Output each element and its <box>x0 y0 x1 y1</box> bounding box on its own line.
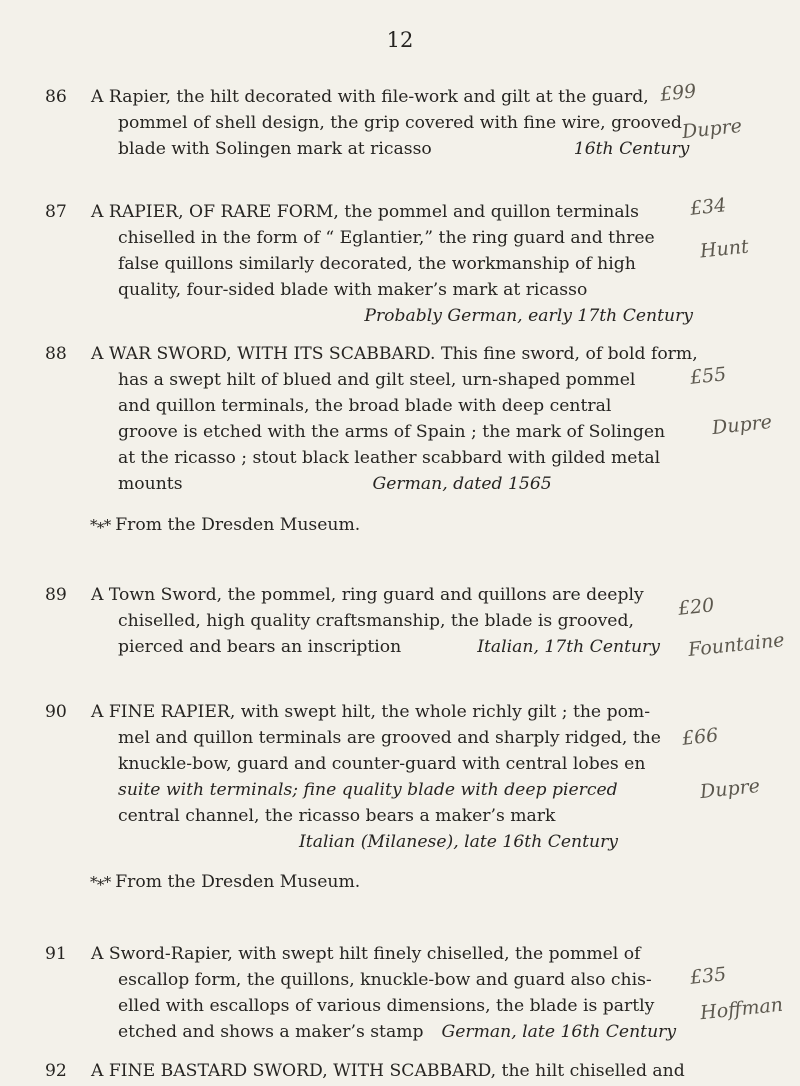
lot-text-line: A Town Sword, the pommel, ring guard and quillons are deeply <box>91 585 644 605</box>
handwritten-price: £34 <box>688 194 728 220</box>
lot-text-line: knuckle-bow, guard and counter-guard with central lobes en <box>118 754 646 774</box>
lot-text-line: and quillon terminals, the broad blade with deep central <box>118 396 612 416</box>
lot-text-line: A RAPIER, OF RARE FORM, the pommel and quillon terminals <box>91 202 639 222</box>
handwritten-price: £55 <box>688 363 728 389</box>
lot-number: 89 <box>45 585 67 605</box>
lot-number: 87 <box>45 202 67 222</box>
lot-text-line: chiselled in the form of “ Eglantier,” the ring guard and three <box>118 228 655 248</box>
lot-attribution: Italian, 17th Century <box>477 637 660 657</box>
lot-text-line: pommel of shell design, the grip covered with fine wire, grooved <box>118 113 682 133</box>
lot-number: 88 <box>45 344 67 364</box>
lot-text-line: at the ricasso ; stout black leather scabbard with gilded metal <box>118 448 661 468</box>
lot-88 <box>45 341 705 497</box>
page-number: 12 <box>386 28 414 52</box>
lot-attribution: 16th Century <box>573 139 690 159</box>
lot-text-line: groove is etched with the arms of Spain ; the mark of Solingen <box>118 422 666 442</box>
lot-text-line: mounts German, dated 1565 <box>118 474 552 494</box>
handwritten-price: £66 <box>680 724 720 750</box>
lot-text-line: A FINE BASTARD SWORD, WITH SCABBARD, the hilt chiselled and <box>91 1061 685 1081</box>
handwritten-buyer: Dupre <box>699 774 761 804</box>
lot-text-line: elled with escallops of various dimensions, the blade is partly <box>118 996 655 1016</box>
lot-number: 90 <box>45 702 67 722</box>
handwritten-price: £99 <box>658 80 698 106</box>
lot-91 <box>45 941 705 1045</box>
lot-text-line: etched and shows a maker’s stamp German, late 16th Century <box>118 1022 677 1042</box>
lot-text-line: central channel, the ricasso bears a maker’s mark <box>118 806 556 826</box>
handwritten-buyer: Dupre <box>711 410 773 440</box>
lot-text-line: A Sword-Rapier, with swept hilt finely chiselled, the pommel of <box>91 944 641 964</box>
lot-text-line: pierced and bears an inscription Italian, 17th Century <box>118 637 660 657</box>
lot-text-line: suite with terminals; fine quality blade with deep pierced <box>118 780 618 800</box>
provenance-note: *∗* From the Dresden Museum. <box>90 515 361 535</box>
lot-text-line: A WAR SWORD, WITH ITS SCABBARD. This fine sword, of bold form, <box>91 344 698 364</box>
provenance-note: *∗* From the Dresden Museum. <box>90 872 361 892</box>
lot-text-line: escallop form, the quillons, knuckle-bow and guard also chis- <box>118 970 652 990</box>
lot-attribution: German, dated 1565 <box>372 474 552 494</box>
lot-number: 92 <box>45 1061 67 1081</box>
lot-90 <box>45 699 705 855</box>
lot-87 <box>45 199 705 329</box>
lot-89 <box>45 582 705 660</box>
lot-attribution: Italian (Milanese), late 16th Century <box>299 832 619 852</box>
lot-text-line: A FINE RAPIER, with swept hilt, the whole richly gilt ; the pom- <box>91 702 651 722</box>
handwritten-price: £20 <box>676 594 716 620</box>
lot-text-line: quality, four-sided blade with maker’s mark at ricasso <box>118 280 588 300</box>
handwritten-price: £35 <box>688 963 728 989</box>
handwritten-buyer: Fountaine <box>687 629 786 661</box>
handwritten-buyer: Hoffman <box>699 993 784 1025</box>
lot-number: 86 <box>45 87 67 107</box>
lot-attribution: Probably German, early 17th Century <box>364 306 693 326</box>
handwritten-buyer: Dupre <box>681 114 743 144</box>
lot-text-line: has a swept hilt of blued and gilt steel, urn-shaped pommel <box>118 370 636 390</box>
lot-number: 91 <box>45 944 67 964</box>
lot-92 <box>45 1058 705 1084</box>
lot-text-line: false quillons similarly decorated, the workmanship of high <box>118 254 636 274</box>
lot-text-line: chiselled, high quality craftsmanship, the blade is grooved, <box>118 611 634 631</box>
lot-text-line: mel and quillon terminals are grooved and sharply ridged, the <box>118 728 661 748</box>
lot-86 <box>45 84 705 162</box>
lot-text-line: A Rapier, the hilt decorated with file-work and gilt at the guard, <box>91 87 649 107</box>
handwritten-buyer: Hunt <box>698 235 750 263</box>
lot-attribution: German, late 16th Century <box>441 1022 677 1042</box>
lot-text-line: blade with Solingen mark at ricasso 16th Century <box>118 139 690 159</box>
